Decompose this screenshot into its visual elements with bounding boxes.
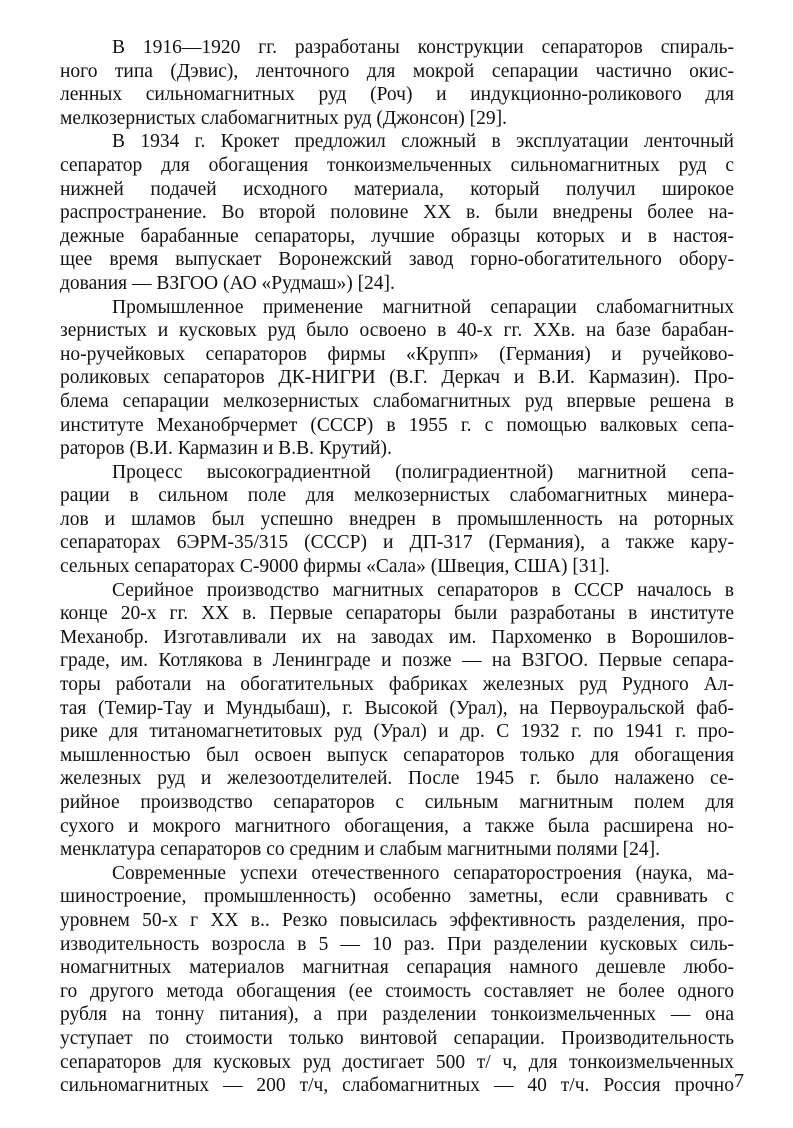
text-line: роликовых сепараторов ДК-НИГРИ (В.Г. Деркач и В.И. Кармазин). Про- [60,367,734,389]
paragraph [60,461,734,579]
text-line: распространение. Во второй половине XX в. были внедрены более на- [60,202,734,224]
text-line: ленных сильномагнитных руд (Роч) и индукционно-роликового для [60,84,734,106]
text-line: ного типа (Дэвис), ленточного для мокрой сепарации частично окис- [60,60,734,82]
text-line: В 1916—1920 гг. разработаны конструкции сепараторов спираль- [112,37,734,58]
text-line: уровнем 50-х г XX в.. Резко повысилась эффективность разделения, про- [60,909,734,931]
text-line: рации в сильном поле для мелкозернистых слабомагнитных минера- [60,485,734,507]
text-line: сельных сепараторах С-9000 фирмы «Сала» (Швеция, США) [31]. [60,556,610,578]
paragraph [60,36,734,130]
text-line: тая (Темир-Тау и Мундыбаш), г. Высокой (Урал), на Первоуральской фаб- [60,697,734,719]
paragraph [60,862,734,1098]
text-line: нижней подачей исходного материала, который получил широкое [60,178,734,200]
text-line: зернистых и кусковых руд было освоено в 40-х гг. XXв. на базе барабан- [60,320,734,342]
text-line: раторов (В.И. Кармазин и В.В. Крутий). [60,438,392,460]
text-line: сепараторах 6ЭРМ-35/315 (СССР) и ДП-317 (Германия), а также кару- [60,532,734,554]
text-line: рике для титаномагнетитовых руд (Урал) и др. С 1932 г. по 1941 г. про- [60,721,734,743]
text-line: но-ручейковых сепараторов фирмы «Крупп» (Германия) и ручейково- [60,343,734,365]
text-line: дежные барабанные сепараторы, лучшие образцы которых и в настоя- [60,225,734,247]
text-line: институте Механобрчермет (СССР) в 1955 г. с помощью валковых сепа- [60,414,734,436]
text-line: щее время выпускает Воронежский завод горно-обогатительного обору- [60,249,734,271]
paragraph [60,130,734,295]
paragraph [60,579,734,862]
text-line: мелкозернистых слабомагнитных руд (Джонсон) [29]. [60,107,507,129]
text-line: лов и шламов был успешно внедрен в промышленность на роторных [60,508,734,530]
text-line: дования — ВЗГОО (АО «Рудмаш») [24]. [60,272,395,294]
text-line: Серийное производство магнитных сепараторов в СССР началось в [112,579,734,601]
page-number: 7 [734,1070,744,1092]
text-line: уступает по стоимости только винтовой сепарации. Производительность [60,1027,734,1049]
text-line: конце 20-х гг. XX в. Первые сепараторы были разработаны в институте [60,603,734,625]
paragraph [60,296,734,461]
text-line: сепараторов для кусковых руд достигает 500 т/ ч, для тонкоизмельченных [60,1051,734,1073]
text-line: Современные успехи отечественного сепараторостроения (наука, ма- [112,862,734,884]
text-line: блема сепарации мелкозернистых слабомагнитных руд впервые решена в [60,390,734,412]
text-line: Процесс высокоградиентной (полиградиентной) магнитной сепа- [112,461,734,483]
text-line: менклатура сепараторов со средним и слабым магнитными полями [24]. [60,839,660,861]
text-line: шиностроение, промышленность) особенно заметны, если сравнивать с [60,886,734,908]
document-body [60,36,734,1098]
text-line: граде, им. Котлякова в Ленинграде и позже — на ВЗГОО. Первые сепара- [60,650,734,672]
text-line: го другого метода обогащения (ее стоимость составляет не более одного [60,980,734,1002]
text-line: сухого и мокрого магнитного обогащения, а также была расширена но- [60,815,734,837]
text-line: сильномагнитных — 200 т/ч, слабомагнитных — 40 т/ч. Россия прочно [60,1075,734,1097]
text-line: Механобр. Изготавливали их на заводах им. Пархоменко в Ворошилов- [60,626,734,648]
text-line: изводительность возросла в 5 — 10 раз. При разделении кусковых силь- [60,933,734,955]
text-line: Промышленное применение магнитной сепарации слабомагнитных [112,296,734,318]
text-line: номагнитных материалов магнитная сепарация намного дешевле любо- [60,957,734,979]
text-line: В 1934 г. Крокет предложил сложный в эксплуатации ленточный [112,131,734,153]
text-line: рубля на тонну питания), а при разделении тонкоизмельченных — она [60,1004,734,1026]
text-line: торы работали на обогатительных фабриках железных руд Рудного Ал- [60,674,734,696]
text-line: мышленностью был освоен выпуск сепараторов только для обогащения [60,744,734,766]
text-line: железных руд и железоотделителей. После 1945 г. было налажено се- [60,768,734,790]
text-line: сепаратор для обогащения тонкоизмельченных сильномагнитных руд с [60,154,734,176]
text-line: рийное производство сепараторов с сильным магнитным полем для [60,792,734,813]
